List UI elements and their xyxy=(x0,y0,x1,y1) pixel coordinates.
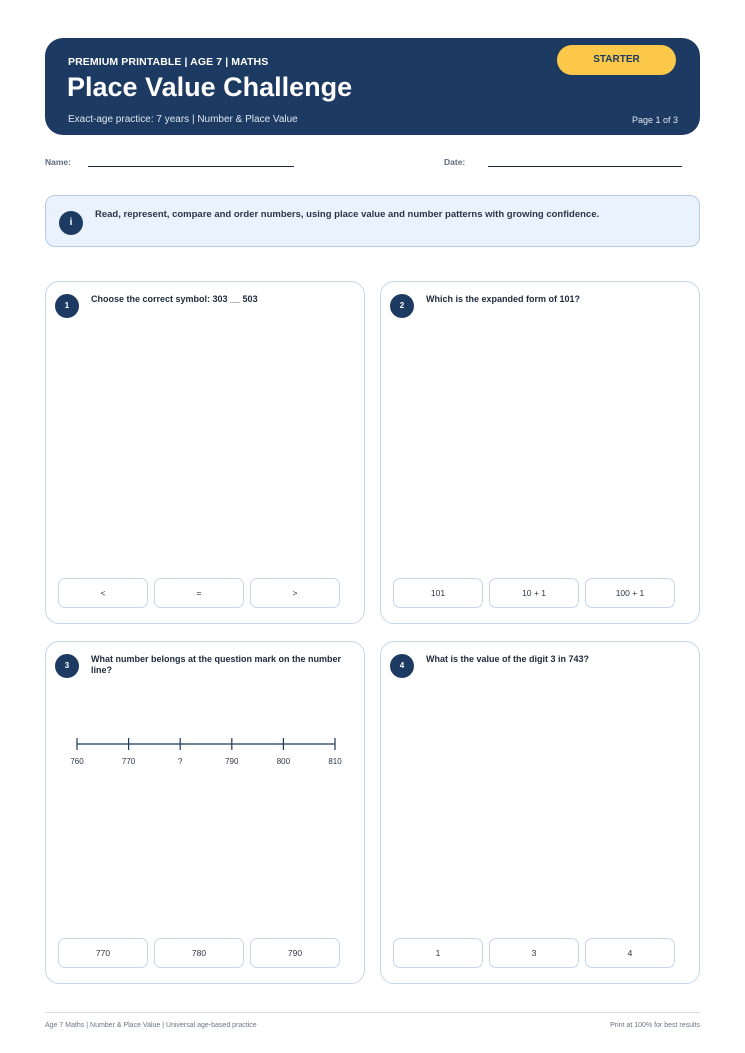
number-line xyxy=(63,737,353,777)
answer-option[interactable]: 790 xyxy=(250,938,340,968)
question-number: 4 xyxy=(390,654,414,678)
name-label: Name: xyxy=(45,157,71,167)
question-number: 3 xyxy=(55,654,79,678)
question-card-2 xyxy=(380,281,700,624)
question-text: What is the value of the digit 3 in 743? xyxy=(426,654,590,664)
question-number: 2 xyxy=(390,294,414,318)
answer-options xyxy=(58,938,340,968)
number-line-label: 800 xyxy=(276,757,291,766)
info-text: Read, represent, compare and order numbers, using place value and number patterns with growing confidence. xyxy=(95,209,600,220)
footer-right-text: Print at 100% for best results xyxy=(610,1022,700,1029)
header-eyebrow: PREMIUM PRINTABLE | AGE 7 | MATHS xyxy=(68,56,269,68)
name-field[interactable] xyxy=(88,166,294,167)
page-indicator: Page 1 of 3 xyxy=(631,115,678,125)
number-line-label: ? xyxy=(177,757,183,766)
answer-options xyxy=(393,938,675,968)
answer-option[interactable]: 10 + 1 xyxy=(489,578,579,608)
number-line-graphic xyxy=(63,737,353,777)
question-text: Choose the correct symbol: 303 __ 503 xyxy=(91,294,258,304)
date-field[interactable] xyxy=(488,166,682,167)
question-text: Which is the expanded form of 101? xyxy=(426,294,581,304)
question-card-3 xyxy=(45,641,365,984)
date-label: Date: xyxy=(444,157,466,167)
answer-options xyxy=(393,578,675,608)
page-title: Place Value Challenge xyxy=(67,72,353,102)
level-badge: STARTER xyxy=(557,45,676,75)
info-banner xyxy=(45,195,700,247)
answer-option[interactable]: 3 xyxy=(489,938,579,968)
worksheet-header xyxy=(45,38,700,135)
question-card-1 xyxy=(45,281,365,624)
answer-option[interactable]: 101 xyxy=(393,578,483,608)
answer-option[interactable]: 4 xyxy=(585,938,675,968)
footer-left-text: Age 7 Maths | Number & Place Value | Universal age-based practice xyxy=(45,1022,257,1029)
question-card-4 xyxy=(380,641,700,984)
number-line-label: 760 xyxy=(70,757,84,766)
number-line-label: 810 xyxy=(328,757,342,766)
answer-option[interactable]: 770 xyxy=(58,938,148,968)
answer-option[interactable]: = xyxy=(154,578,244,608)
question-number: 1 xyxy=(55,294,79,318)
question-text: What number belongs at the question mark on the number line? xyxy=(91,654,342,675)
footer-divider xyxy=(45,1012,700,1013)
answer-option[interactable]: 780 xyxy=(154,938,244,968)
answer-option[interactable]: > xyxy=(250,578,340,608)
answer-option[interactable]: 1 xyxy=(393,938,483,968)
number-line-label: 790 xyxy=(225,757,239,766)
header-subtitle: Exact-age practice: 7 years | Number & Place Value xyxy=(68,114,298,125)
number-line-label: 770 xyxy=(121,757,136,766)
info-icon: i xyxy=(59,211,83,235)
answer-options xyxy=(58,578,340,608)
answer-option[interactable]: 100 + 1 xyxy=(585,578,675,608)
answer-option[interactable]: < xyxy=(58,578,148,608)
